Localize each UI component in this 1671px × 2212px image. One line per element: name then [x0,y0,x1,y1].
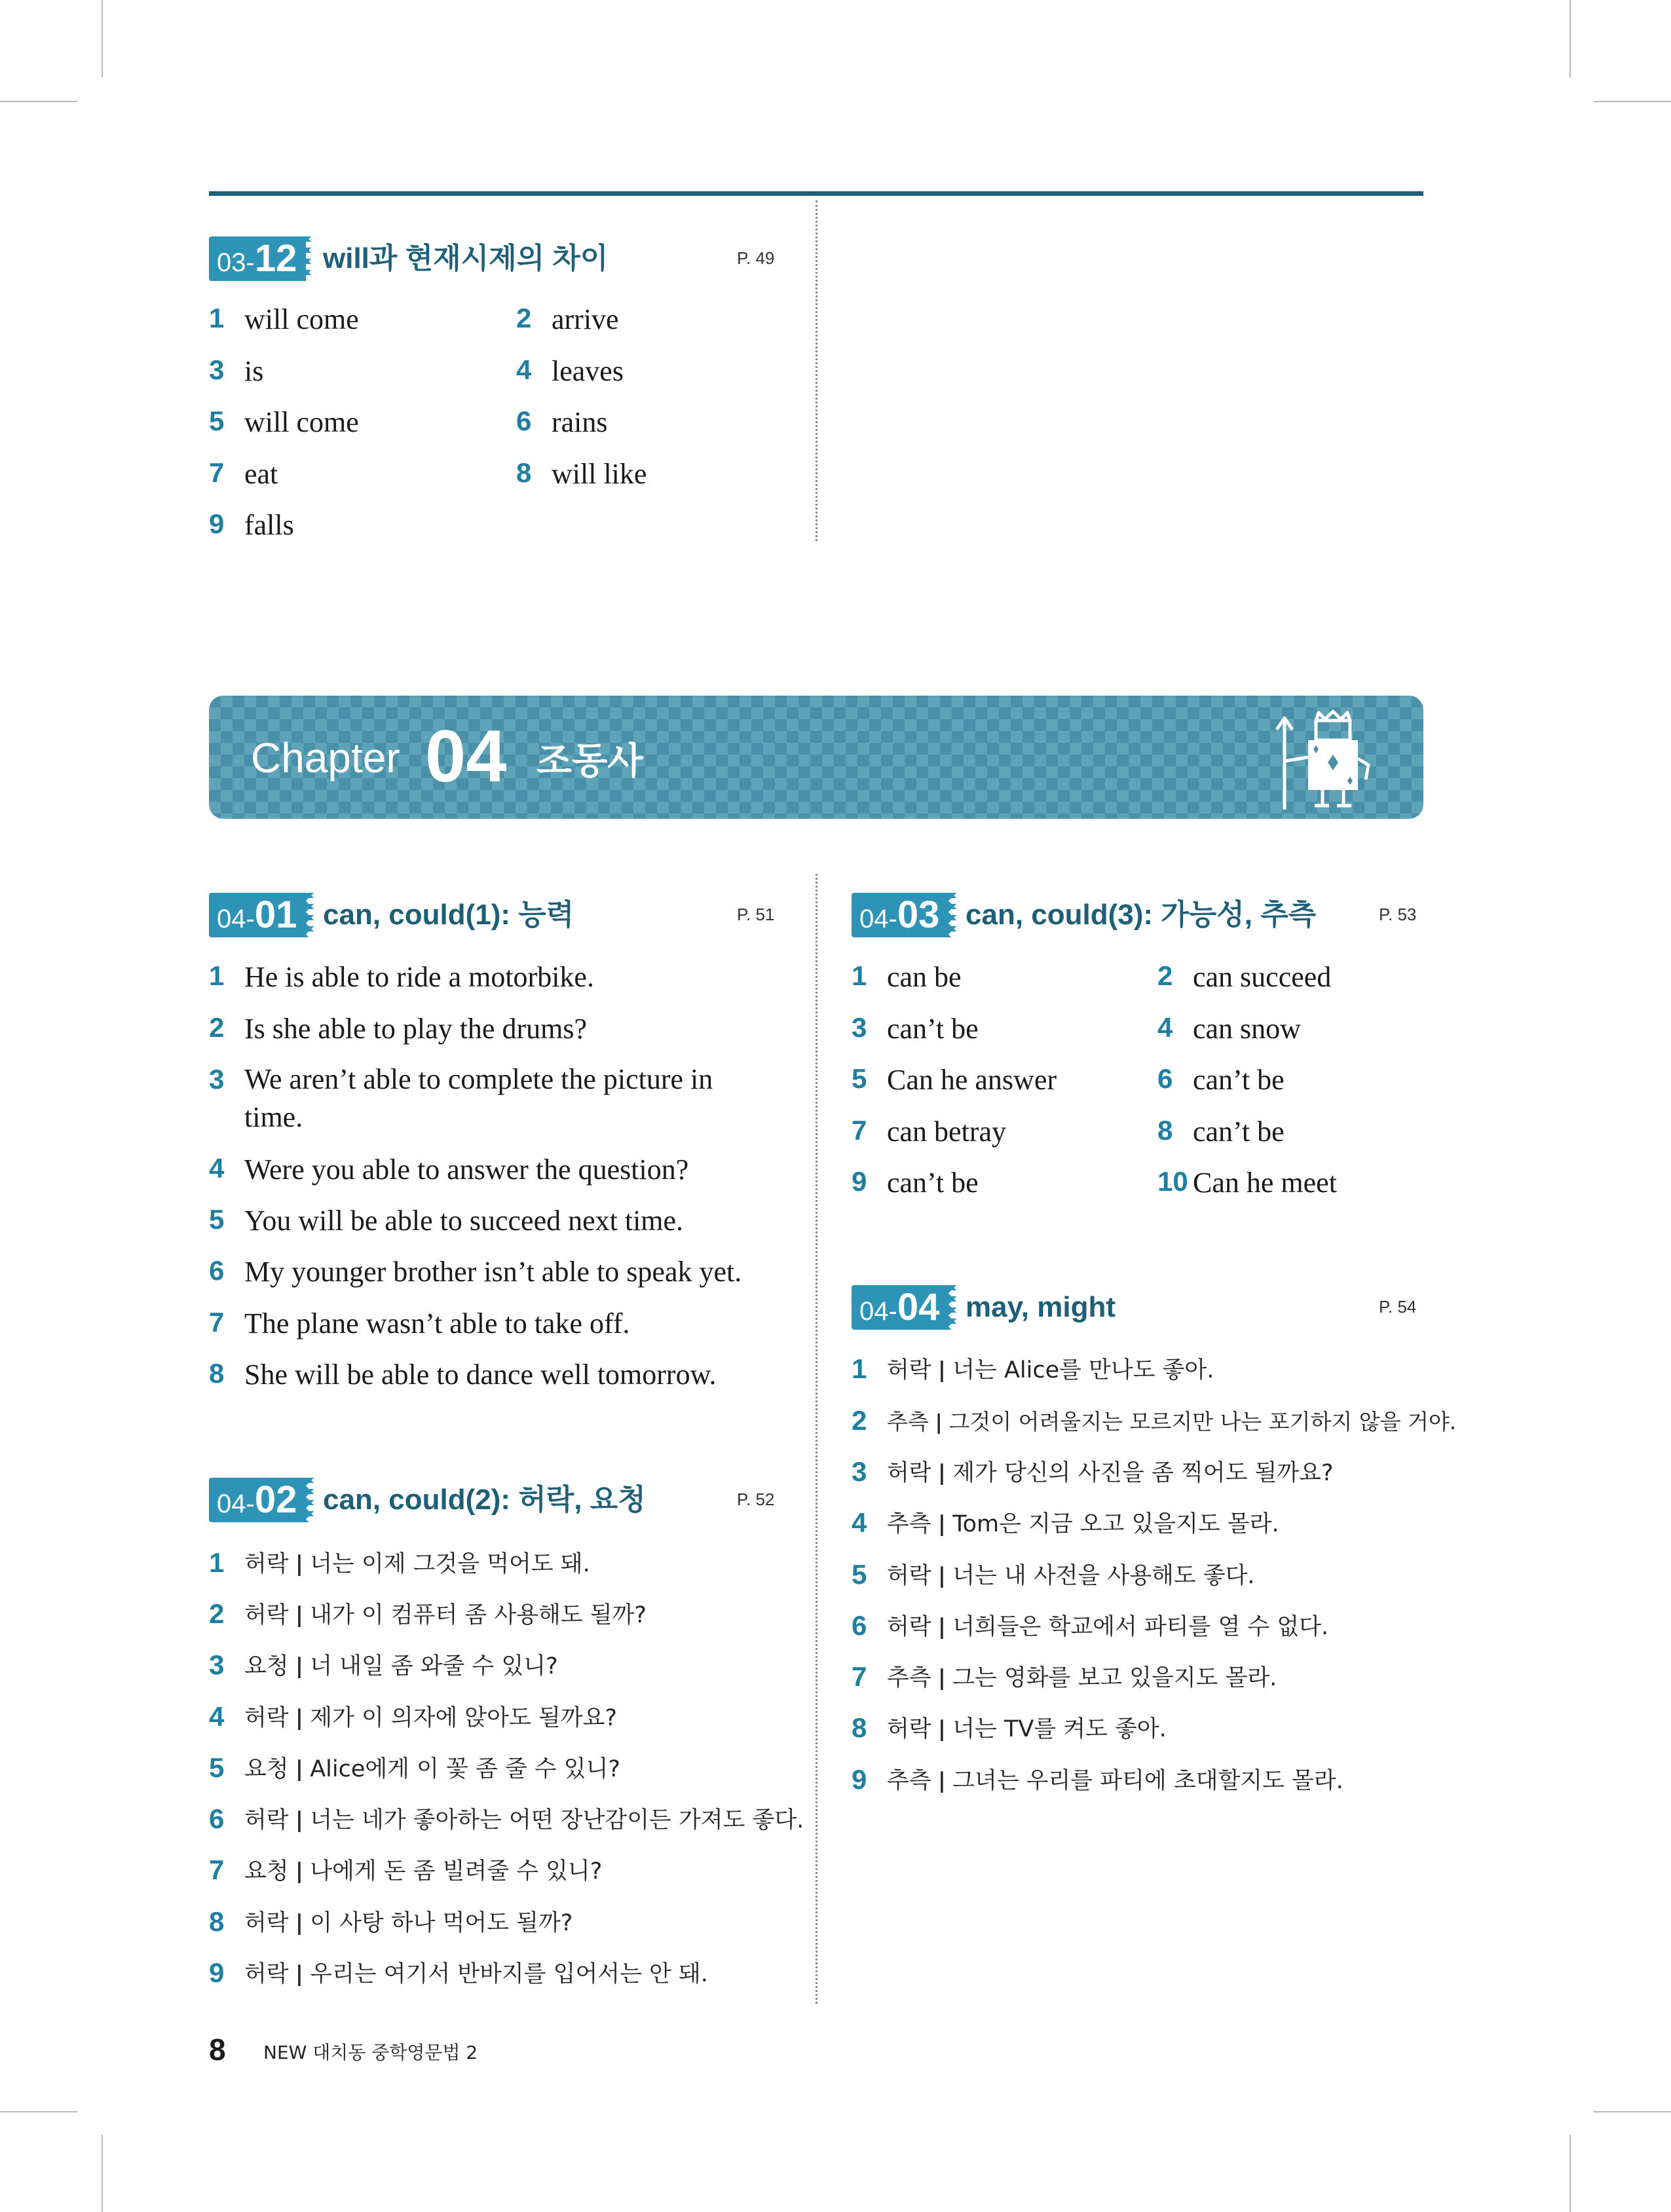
item-text: 허락 ǀ 너희들은 학교에서 파티를 열 수 없다. [887,1614,1329,1640]
answer-item [852,960,962,994]
item-text: 허락 ǀ 너는 Alice를 만나도 좋아. [887,1357,1214,1383]
item-text: will come [244,303,359,335]
item-number: 7 [209,457,225,488]
answer-item [852,1456,1334,1490]
item-text: 허락 ǀ 너는 내 사전을 사용해도 좋다. [887,1563,1255,1589]
item-text: 요청 ǀ 너 내일 좀 와줄 수 있니? [244,1653,558,1679]
answer-item [852,1559,1255,1593]
item-text: arrive [552,303,619,335]
item-number: 5 [209,1752,225,1783]
item-number: 9 [852,1166,867,1197]
item-text: 허락 ǀ 너는 네가 좋아하는 어떤 장난감이든 가져도 좋다. [244,1807,804,1833]
answer-item [852,1115,1006,1148]
crop-mark [1594,2111,1671,2112]
chapter-number: 04 [425,715,507,797]
item-text: My younger brother isn’t able to speak yet. [244,1256,742,1288]
answer-item [852,1712,1167,1746]
item-text: 추측 ǀ Tom은 지금 오고 있을지도 몰라. [887,1511,1279,1537]
item-text: leaves [552,355,624,387]
item-number: 4 [209,1701,225,1732]
item-text: You will be able to succeed next time. [244,1205,684,1237]
item-number: 3 [852,1012,867,1043]
item-number: 8 [516,457,532,488]
item-number: 7 [209,1307,225,1338]
crop-mark [1569,0,1571,77]
answer-item [209,1752,620,1786]
section-number: 01 [254,893,297,936]
item-number: 4 [852,1507,867,1538]
item-number: 9 [209,1957,225,1988]
item-number: 7 [209,1854,225,1885]
item-text: We aren’t able to complete the picture in time. [244,1063,713,1133]
item-number: 6 [516,405,532,436]
item-text: The plane wasn’t able to take off. [244,1307,630,1340]
item-text: will like [552,458,647,490]
item-text: 요청 ǀ Alice에게 이 꽃 좀 줄 수 있니? [244,1756,620,1782]
answer-item [209,1906,573,1940]
item-text: can snow [1193,1013,1301,1045]
item-text: 허락 ǀ 내가 이 컴퓨터 좀 사용해도 될까? [244,1602,647,1628]
page-reference: P. 49 [737,248,775,268]
item-number: 5 [852,1063,867,1094]
item-number: 9 [209,508,225,539]
item-text: 추측 ǀ 그것이 어려울지는 모르지만 나는 포기하지 않을 거야. [887,1409,1457,1434]
page-reference: P. 54 [1379,1297,1417,1317]
book-title: NEW 대치동 중학영문법 2 [263,2042,478,2063]
item-number: 6 [209,1255,225,1286]
answer-item [852,1353,1214,1387]
answer-item [209,508,294,542]
answer-item [209,1854,602,1888]
answer-item [209,1153,688,1186]
item-text: can’t be [887,1013,979,1045]
item-text: 허락 ǀ 우리는 여기서 반바지를 입어서는 안 돼. [244,1961,708,1987]
chapter-title: 조동사 [536,740,643,783]
item-number: 5 [209,1204,225,1235]
item-number: 6 [1157,1063,1173,1094]
item-text: 허락 ǀ 제가 당신의 사진을 좀 찍어도 될까요? [887,1460,1334,1486]
item-number: 2 [209,1012,225,1043]
answer-item [852,1012,979,1045]
section-title: will과 현재시제의 차이 [323,242,609,274]
badge-zigzag [946,893,956,937]
item-number: 3 [852,1456,867,1487]
answer-item [209,1358,717,1391]
item-text: 추측 ǀ 그녀는 우리를 파티에 초대할지도 몰라. [887,1768,1343,1794]
section-title: can, could(3): 가능성, 추측 [966,899,1317,931]
item-number: 2 [1157,960,1173,991]
answer-item [209,457,278,491]
item-text: She will be able to dance well tomorrow. [244,1359,717,1391]
section-number: 04 [897,1286,940,1328]
item-number: 3 [209,354,225,385]
item-text: can succeed [1193,961,1332,993]
item-number: 2 [852,1405,867,1436]
item-number: 1 [852,1353,867,1384]
section-04-02-header [209,1474,779,1526]
answer-item [209,1307,630,1340]
answer-item [1157,960,1331,994]
answer-item [516,354,624,388]
answer-item [209,1204,683,1237]
chapter-word: Chapter [251,734,400,781]
item-number: 7 [852,1661,867,1692]
item-number: 8 [1157,1115,1173,1146]
answer-item [209,1957,708,1991]
item-number: 6 [852,1610,867,1641]
item-number: 3 [209,1649,225,1680]
badge-zigzag [301,236,311,281]
item-number: 1 [852,960,867,991]
crop-mark [102,0,103,77]
section-prefix: 04- [217,905,255,933]
page-number: 8 [209,2033,226,2067]
item-number: 1 [209,303,225,333]
answer-item [1157,1115,1285,1148]
section-04-01-header [209,889,779,941]
item-text: He is able to ride a motorbike. [244,961,594,993]
answer-item [852,1405,1456,1439]
section-code-badge [209,893,306,937]
item-text: can be [887,961,962,993]
answer-item [852,1166,979,1199]
item-number: 8 [209,1358,225,1389]
crop-mark [0,2111,77,2112]
item-number: 1 [209,960,225,991]
answer-item [209,1060,755,1136]
answer-item [209,960,594,994]
answer-item [852,1507,1279,1541]
item-text: will come [244,406,359,438]
item-number: 8 [852,1712,867,1743]
item-text: 허락 ǀ 이 사탕 하나 먹어도 될까? [244,1910,573,1936]
item-number: 4 [1157,1012,1173,1043]
item-text: can’t be [1193,1064,1285,1096]
section-title: may, might [966,1291,1116,1323]
section-03-12-header [209,233,779,285]
item-text: 허락 ǀ 너는 TV를 켜도 좋아. [887,1716,1167,1742]
answer-item [1157,1012,1301,1045]
item-number: 9 [852,1764,867,1795]
answer-item [516,405,608,439]
item-text: 허락 ǀ 제가 이 의자에 앉아도 될까요? [244,1705,617,1731]
answer-item [516,303,619,336]
item-number: 7 [852,1115,867,1146]
badge-zigzag [303,1478,314,1522]
item-text: falls [244,509,294,541]
section-title: can, could(1): 능력 [323,899,574,931]
section-number: 02 [254,1478,297,1521]
crop-mark [0,101,77,102]
badge-zigzag [946,1285,956,1330]
crop-mark [1594,101,1671,102]
answer-item [852,1063,1057,1097]
chapter-banner [209,696,1423,819]
column-divider [816,200,817,541]
section-number: 03 [897,893,940,936]
answer-item [852,1661,1277,1695]
item-text: rains [552,406,608,438]
section-prefix: 04- [217,1490,255,1518]
page-reference: P. 52 [737,1490,775,1509]
item-number: 2 [516,303,532,333]
answer-item [209,354,263,388]
item-text: 추측 ǀ 그는 영화를 보고 있을지도 몰라. [887,1665,1277,1691]
item-text: Were you able to answer the question? [244,1153,689,1186]
item-text: Is she able to play the drums? [244,1013,587,1045]
section-prefix: 04- [859,905,897,933]
item-text: is [244,355,264,387]
column-divider [816,874,817,2004]
item-number: 4 [209,1153,225,1184]
page-reference: P. 51 [737,905,775,924]
item-number: 5 [852,1559,867,1590]
card-soldier-icon [1270,706,1388,811]
item-number: 10 [1157,1166,1188,1197]
answer-item [516,457,647,491]
item-number: 6 [209,1803,225,1834]
item-number: 3 [209,1064,225,1095]
section-prefix: 03- [217,248,255,277]
answer-item [209,303,359,336]
section-04-04-header [852,1281,1421,1334]
section-code-badge [852,1285,948,1330]
answer-item [852,1610,1328,1644]
answer-item [209,1803,804,1837]
item-number: 5 [209,405,225,436]
answer-item [209,1547,590,1581]
section-prefix: 04- [859,1297,897,1326]
answer-item [1157,1166,1337,1199]
badge-zigzag [303,893,314,937]
answer-item [209,1012,587,1045]
answer-item [209,1598,647,1632]
page-reference: P. 53 [1379,905,1417,924]
item-number: 4 [516,354,532,385]
top-rule [209,191,1423,196]
answer-item [209,1701,617,1735]
section-code-badge [209,236,306,281]
item-number: 8 [209,1906,225,1937]
answer-item [209,1255,742,1288]
item-text: can betray [887,1115,1006,1148]
section-code-badge [852,893,948,937]
answer-item [209,1649,558,1683]
item-text: Can he meet [1193,1167,1337,1199]
crop-mark [1569,2135,1571,2212]
item-text: 허락 ǀ 너는 이제 그것을 먹어도 돼. [244,1551,590,1577]
item-text: can’t be [1193,1115,1285,1148]
item-text: Can he answer [887,1064,1057,1096]
section-number: 12 [254,237,297,280]
item-number: 2 [209,1598,225,1629]
crop-mark [102,2135,103,2212]
answer-item [209,405,359,439]
section-04-03-header [852,889,1421,941]
section-title: can, could(2): 허락, 요청 [323,1484,646,1516]
section-code-badge [209,1478,306,1522]
item-text: eat [244,458,278,490]
answer-item [1157,1063,1285,1097]
item-number: 1 [209,1547,225,1578]
item-text: 요청 ǀ 나에게 돈 좀 빌려줄 수 있니? [244,1858,603,1884]
answer-item [852,1764,1343,1798]
item-text: can’t be [887,1167,979,1199]
